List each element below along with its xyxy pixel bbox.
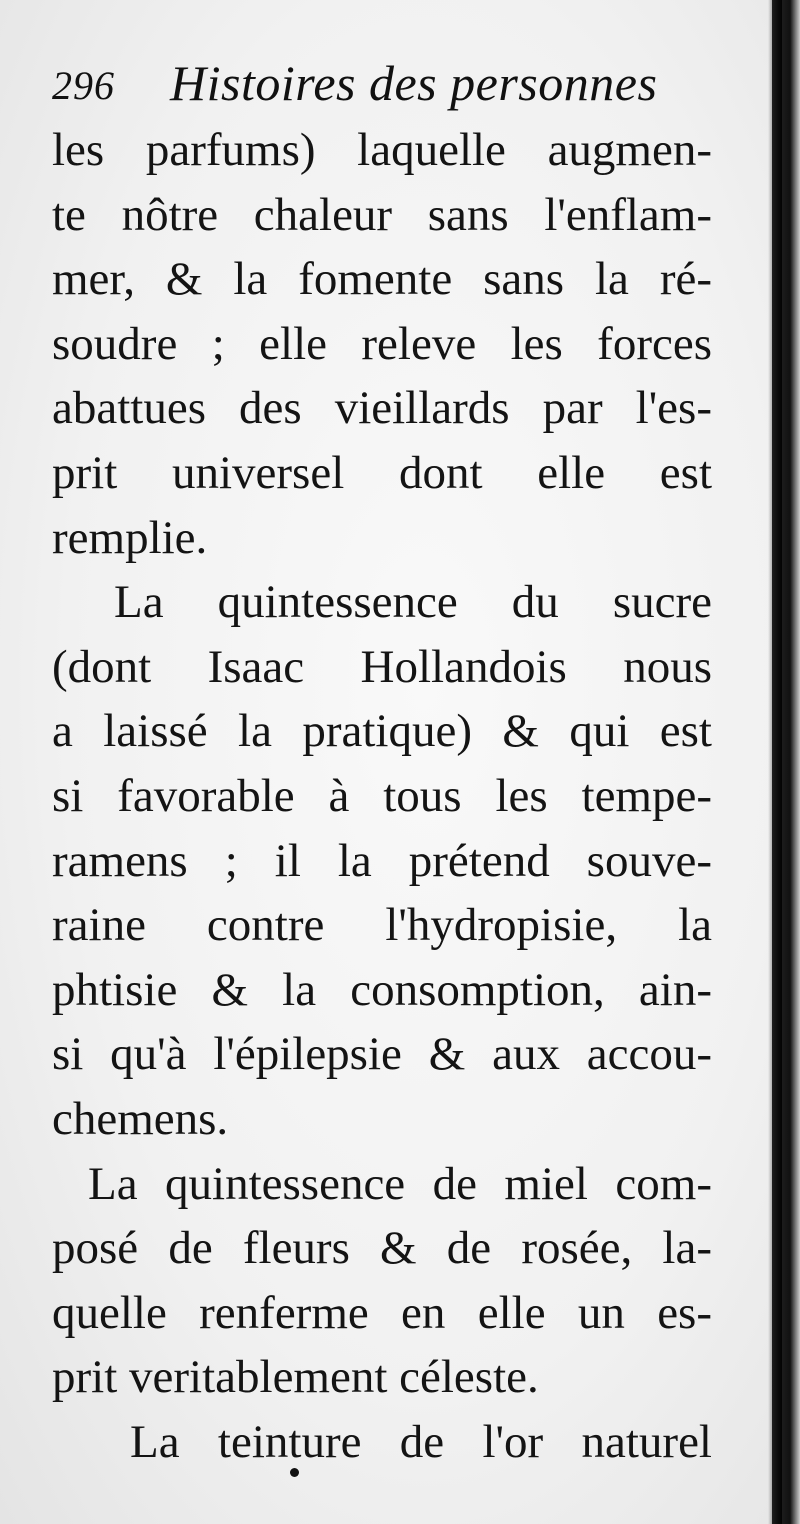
running-head: Histoires des personnes — [170, 55, 658, 111]
text-line: abattues des vieillards par l'es- — [52, 382, 712, 435]
page-number: 296 — [52, 63, 115, 108]
page-edge-shadow — [768, 0, 782, 1524]
text-line: prit veritablement céleste. — [52, 1351, 539, 1404]
text-line: soudre ; elle releve les forces — [52, 317, 712, 370]
text-line: chemens. — [52, 1092, 229, 1145]
paragraph-start-line: La teinture de l'or naturel — [130, 1415, 712, 1468]
text-line: posé de fleurs & de rosée, la- — [52, 1222, 712, 1275]
text-line: prit universel dont elle est — [52, 446, 712, 499]
text-line: remplie. — [52, 511, 208, 564]
text-line: quelle renferme en elle un es- — [52, 1286, 712, 1339]
paragraph-start-line: La quintessence du sucre — [114, 576, 712, 629]
text-line: a laissé la pratique) & qui est — [52, 705, 712, 758]
text-line: raine contre l'hydropisie, la — [52, 899, 712, 952]
paragraph-start-line: La quintessence de miel com- — [88, 1157, 712, 1210]
text-line: te nôtre chaleur sans l'enflam- — [52, 188, 712, 241]
body-text — [52, 118, 712, 1474]
text-line: si favorable à tous les tempe- — [52, 769, 712, 822]
text-line: mer, & la fomente sans la ré- — [52, 253, 712, 306]
text-line: si qu'à l'épilepsie & aux accou- — [52, 1028, 712, 1081]
ink-dot — [290, 1468, 299, 1477]
page-header — [52, 48, 692, 118]
text-line: phtisie & la consomption, ain- — [52, 963, 712, 1016]
text-line: les parfums) laquelle augmen- — [52, 124, 712, 176]
text-line: (dont Isaac Hollandois nous — [52, 640, 712, 693]
text-line: ramens ; il la prétend souve- — [52, 834, 712, 887]
